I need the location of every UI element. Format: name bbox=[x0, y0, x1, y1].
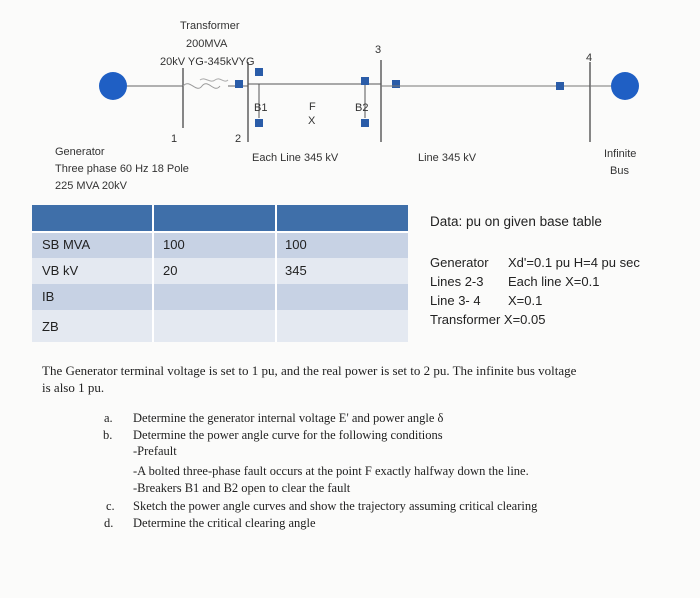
transformer-rating: 200MVA bbox=[186, 38, 228, 50]
item-a-text: Determine the generator internal voltage E' and power angle δ bbox=[133, 411, 444, 425]
item-a-letter: a. bbox=[104, 411, 113, 425]
bus-3-label: 3 bbox=[375, 44, 382, 56]
breaker-upper-right bbox=[361, 77, 369, 85]
bus-label: Bus bbox=[610, 165, 629, 177]
breaker-b2-label: B2 bbox=[355, 102, 369, 114]
item-b-sub-3: -Breakers B1 and B2 open to clear the fault bbox=[133, 481, 351, 495]
breaker-bus3 bbox=[392, 80, 400, 88]
fault-label: F bbox=[309, 101, 316, 113]
item-d-text: Determine the critical clearing angle bbox=[133, 516, 316, 530]
table-row bbox=[32, 258, 408, 284]
each-line-label: Each Line 345 kV bbox=[252, 152, 339, 164]
breaker-bus4 bbox=[556, 82, 564, 90]
table-cell: VB kV bbox=[42, 263, 79, 278]
table-row bbox=[32, 310, 408, 342]
item-c-letter: c. bbox=[106, 499, 115, 513]
table-cell: 345 bbox=[285, 263, 307, 278]
transformer-title: Transformer bbox=[180, 20, 240, 32]
bus-1-label: 1 bbox=[171, 133, 178, 145]
table-row bbox=[32, 232, 408, 258]
item-b-text: Determine the power angle curve for the following conditions bbox=[133, 428, 443, 442]
breaker-upper-left bbox=[235, 80, 243, 88]
data-lines23-label: Lines 2-3 bbox=[430, 274, 484, 289]
transformer-symbol-2 bbox=[200, 79, 228, 81]
table-row bbox=[32, 284, 408, 310]
data-line34-value: X=0.1 bbox=[508, 293, 543, 308]
breaker-b1-label: B1 bbox=[254, 102, 268, 114]
table-cell: IB bbox=[42, 289, 55, 304]
table-cell: 100 bbox=[163, 237, 185, 252]
item-b-sub-2: -A bolted three-phase fault occurs at the point F exactly halfway down the line. bbox=[133, 464, 529, 478]
base-table bbox=[32, 205, 408, 342]
data-generator-value: Xd'=0.1 pu H=4 pu sec bbox=[508, 255, 640, 270]
table-cell: 100 bbox=[285, 237, 307, 252]
breaker-b1 bbox=[255, 119, 263, 127]
table-cell: 20 bbox=[163, 263, 178, 278]
breaker-upper-mid bbox=[255, 68, 263, 76]
generator-title: Generator bbox=[55, 146, 105, 158]
generator-symbol bbox=[99, 72, 127, 100]
intro-line-2: is also 1 pu. bbox=[42, 380, 105, 395]
data-line34-label: Line 3- 4 bbox=[430, 293, 481, 308]
line-34-label: Line 345 kV bbox=[418, 152, 477, 164]
bus-2-label: 2 bbox=[235, 133, 242, 145]
item-b-sub-1: -Prefault bbox=[133, 444, 177, 458]
breaker-b2 bbox=[361, 119, 369, 127]
table-divider bbox=[152, 205, 154, 342]
item-c-text: Sketch the power angle curves and show the trajectory assuming critical clearing bbox=[133, 499, 538, 513]
data-title: Data: pu on given base table bbox=[430, 214, 602, 229]
intro-line-1: The Generator terminal voltage is set to 1 pu, and the real power is set to 2 pu. The infinite bus voltage bbox=[42, 363, 577, 378]
table-header-row bbox=[32, 205, 408, 232]
table-cell: ZB bbox=[42, 319, 59, 334]
infinite-label: Infinite bbox=[604, 148, 637, 160]
transformer-symbol bbox=[183, 84, 220, 89]
item-d-letter: d. bbox=[104, 516, 114, 530]
table-divider bbox=[32, 231, 408, 233]
data-generator-label: Generator bbox=[430, 255, 489, 270]
generator-rating: 225 MVA 20kV bbox=[55, 180, 127, 192]
table-cell: SB MVA bbox=[42, 237, 91, 252]
transformer-voltage: 20kV YG-345kVYG bbox=[160, 56, 255, 68]
generator-spec: Three phase 60 Hz 18 Pole bbox=[55, 163, 189, 175]
table-divider bbox=[275, 205, 277, 342]
item-b-letter: b. bbox=[103, 428, 113, 442]
data-transformer: Transformer X=0.05 bbox=[430, 312, 546, 327]
fault-marker: X bbox=[308, 115, 316, 127]
infinite-bus-symbol bbox=[611, 72, 639, 100]
bus-4-label: 4 bbox=[586, 52, 593, 64]
data-lines23-value: Each line X=0.1 bbox=[508, 274, 600, 289]
